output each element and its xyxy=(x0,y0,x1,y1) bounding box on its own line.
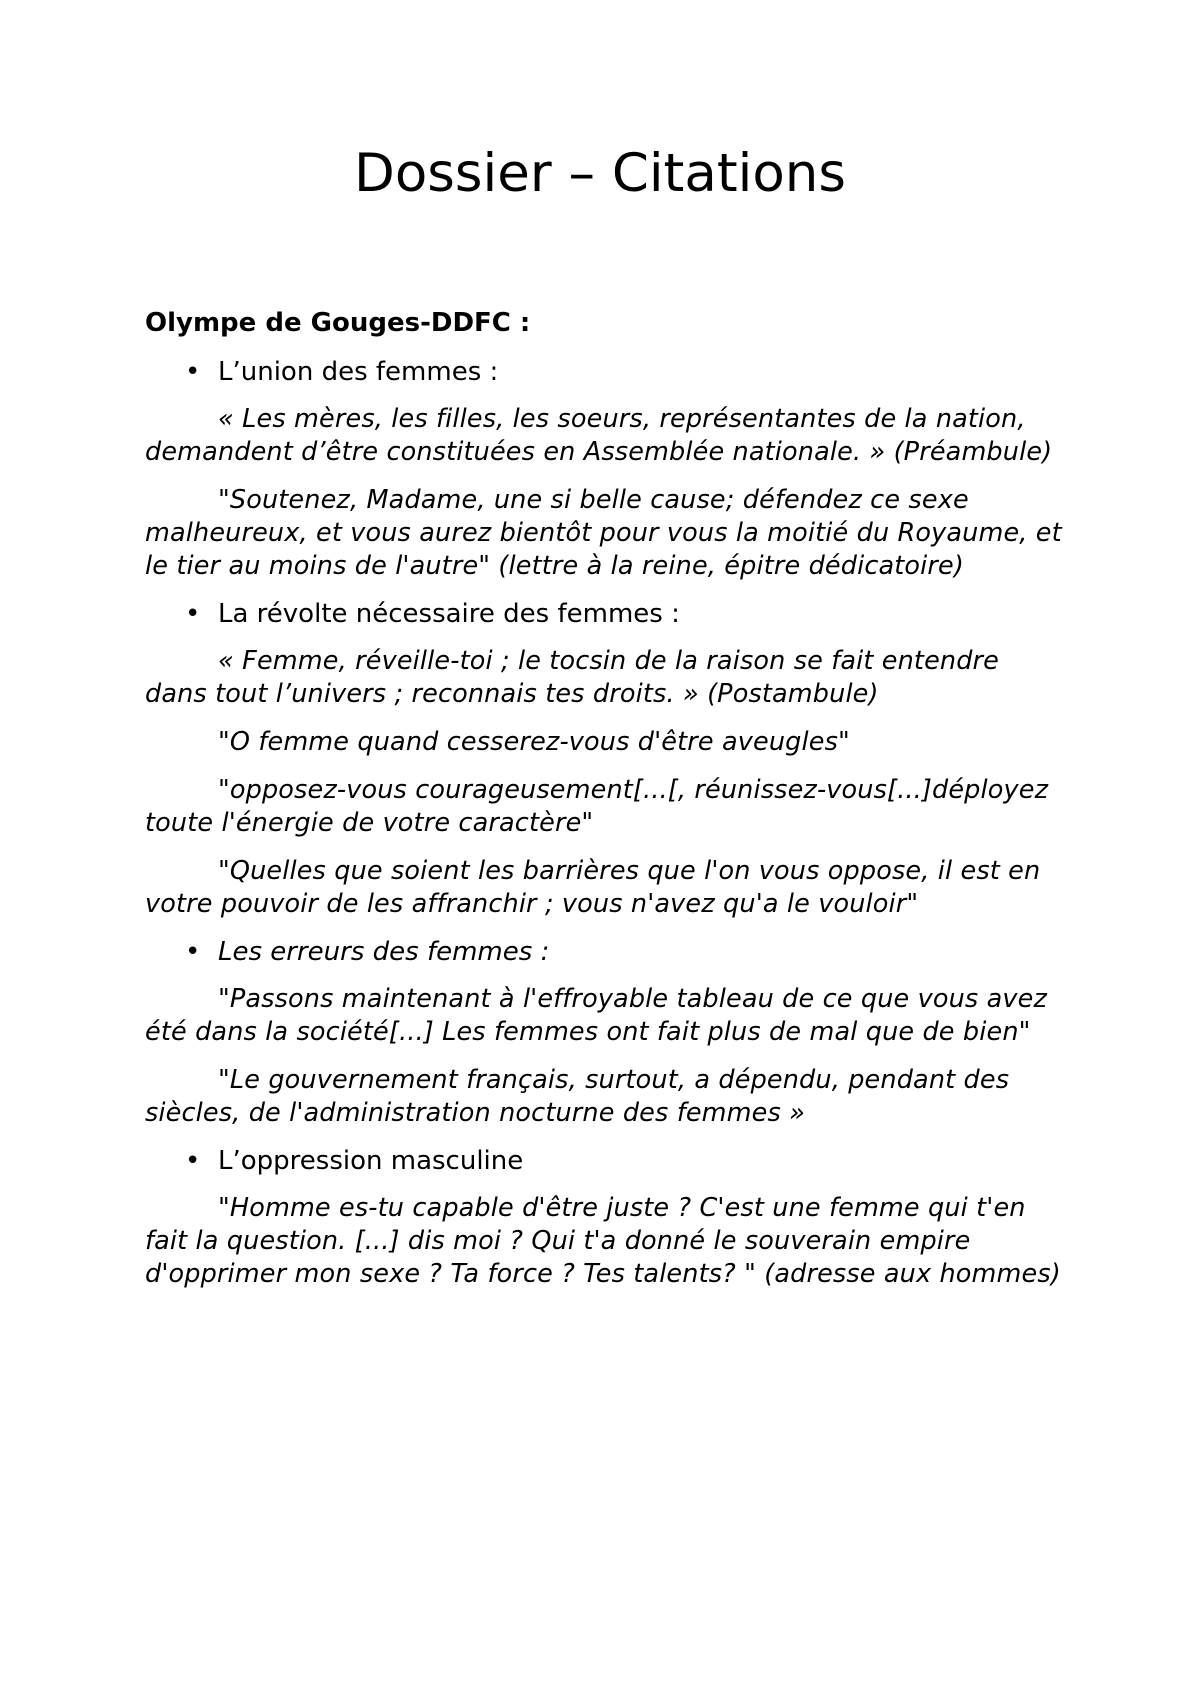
bullet-item-oppression xyxy=(145,1145,1065,1178)
bullet-icon: • xyxy=(185,937,201,967)
bullet-label: L’union des femmes : xyxy=(218,357,499,387)
bullet-item-erreurs xyxy=(145,936,1065,969)
citations-content xyxy=(145,356,1065,1306)
bullet-icon: • xyxy=(185,357,201,387)
quote-paragraph: "Soutenez, Madame, une si belle cause; défendez ce sexe malheureux, et vous aurez bientôt pour vous la moitié du Royaume, et le tier au moins de l'autre" (lettre à la reine, épitre dédicatoire) xyxy=(145,485,1062,581)
bullet-icon: • xyxy=(185,599,201,629)
quote-paragraph: "Le gouvernement français, surtout, a dépendu, pendant des siècles, de l'administration nocturne des femmes » xyxy=(145,1065,1010,1128)
quote-paragraph: "Passons maintenant à l'effroyable tableau de ce que vous avez été dans la société[...] Les femmes ont fait plus de mal que de bien" xyxy=(145,984,1047,1047)
bullet-label: La révolte nécessaire des femmes : xyxy=(218,599,680,629)
document-title: Dossier – Citations xyxy=(354,143,846,204)
quote-paragraph: "Homme es-tu capable d'être juste ? C'est une femme qui t'en fait la question. [...] dis moi ? Qui t'a donné le souverain empire d'opprimer mon sexe ? Ta force ? Tes talents? " (adresse aux hommes) xyxy=(145,1193,1061,1289)
quote-paragraph: « Femme, réveille-toi ; le tocsin de la raison se fait entendre dans tout l’univers ; reconnais tes droits. » (Postambule) xyxy=(145,646,1000,709)
bullet-item-union xyxy=(145,356,1065,389)
quote-paragraph: "O femme quand cesserez-vous d'être aveugles" xyxy=(218,727,850,757)
bullet-label: Les erreurs des femmes : xyxy=(218,937,550,967)
bullet-item-revolte xyxy=(145,598,1065,631)
section-heading: Olympe de Gouges-DDFC : xyxy=(145,308,531,338)
bullet-label: L’oppression masculine xyxy=(218,1146,524,1176)
quote-paragraph: "opposez-vous courageusement[...[, réunissez-vous[...]déployez toute l'énergie de votre caractère" xyxy=(145,775,1049,838)
quote-paragraph: « Les mères, les filles, les soeurs, représentantes de la nation, demandent d’être constituées en Assemblée nationale. » (Préambule) xyxy=(145,404,1053,467)
quote-paragraph: "Quelles que soient les barrières que l'on vous oppose, il est en votre pouvoir de les affranchir ; vous n'avez qu'a le vouloir" xyxy=(145,856,1041,919)
bullet-icon: • xyxy=(185,1146,201,1176)
